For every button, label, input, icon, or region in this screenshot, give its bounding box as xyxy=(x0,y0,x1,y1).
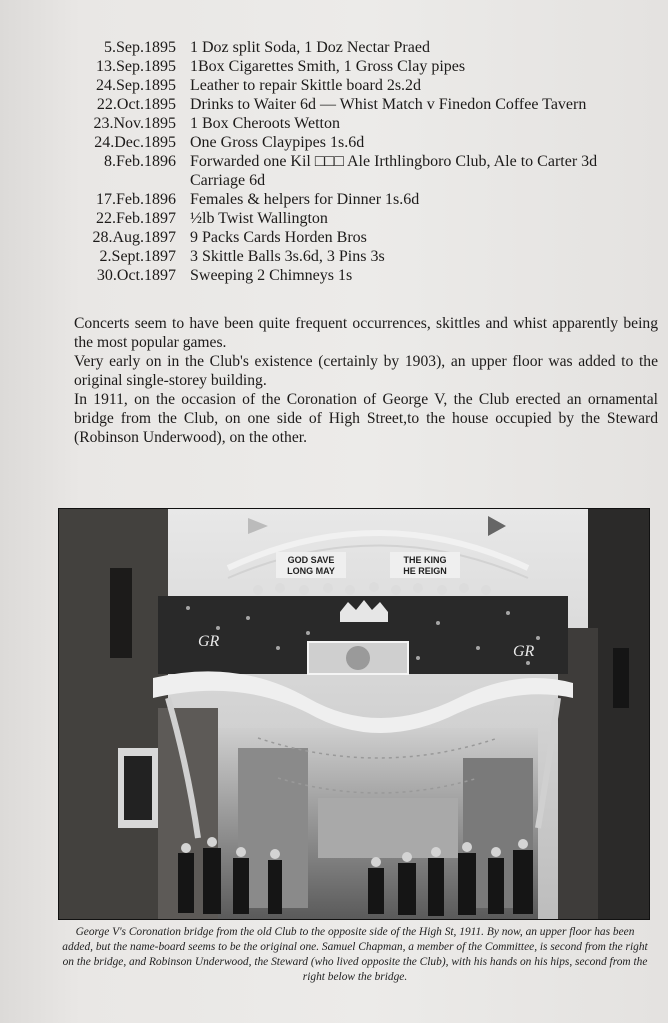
ledger-list xyxy=(40,38,650,285)
ledger-entry: Females & helpers for Dinner 1s.6d xyxy=(190,191,420,208)
photo-illustration xyxy=(58,508,650,920)
ledger-entry: ½lb Twist Wallington xyxy=(190,210,328,227)
ledger-row xyxy=(40,152,650,190)
ledger-entry: Forwarded one Kil □□□ Ale Irthlingboro Club, Ale to Carter 3d Carriage 6d xyxy=(190,153,598,189)
ledger-date: 24.Sep.1895 xyxy=(96,77,176,94)
ledger-entry: Drinks to Waiter 6d — Whist Match v Finedon Coffee Tavern xyxy=(190,96,587,113)
paragraph-concerts: Concerts seem to have been quite frequent occurrences, skittles and whist apparently being the most popular games. xyxy=(74,315,658,351)
monogram-right: GR xyxy=(513,643,535,660)
coronation-bridge-photo xyxy=(58,508,650,920)
ledger-row xyxy=(40,209,650,228)
paragraph-coronation: In 1911, on the occasion of the Coronation of George V, the Club erected an ornamental bridge from the Club, on one side of High Street,to the house occupied by the Steward (Robinson Underwood), on the other. xyxy=(74,391,658,446)
ledger-row xyxy=(40,247,650,266)
ledger-date: 23.Nov.1895 xyxy=(93,115,176,132)
ledger-row xyxy=(40,266,650,285)
ledger-date: 28.Aug.1897 xyxy=(92,229,176,246)
banner-left-text-2: LONG MAY xyxy=(287,566,335,576)
ledger-row xyxy=(40,228,650,247)
banner-left-text: GOD SAVE xyxy=(287,555,335,565)
ledger-entry: Leather to repair Skittle board 2s.2d xyxy=(190,77,422,94)
paragraph-upper-floor: Very early on in the Club's existence (certainly by 1903), an upper floor was added to the original single-storey building. xyxy=(74,353,658,389)
ledger-row xyxy=(40,133,650,152)
ledger-row xyxy=(40,114,650,133)
ledger-entry: 1Box Cigarettes Smith, 1 Gross Clay pipes xyxy=(190,58,466,75)
ledger-date: 5.Sep.1895 xyxy=(104,39,176,56)
ledger-date: 24.Dec.1895 xyxy=(94,134,176,151)
ledger-entry: 1 Box Cheroots Wetton xyxy=(190,115,340,132)
ledger-row xyxy=(40,57,650,76)
ledger-date: 22.Feb.1897 xyxy=(96,210,176,227)
ledger-date: 17.Feb.1896 xyxy=(96,191,176,208)
banner-right-text-2: HE REIGN xyxy=(403,566,447,576)
ledger-row xyxy=(40,38,650,57)
ledger-date: 2.Sept.1897 xyxy=(99,248,176,265)
ledger-date: 13.Sep.1895 xyxy=(96,58,176,75)
ledger-row xyxy=(40,190,650,209)
ledger-row xyxy=(40,95,650,114)
ledger-entry: One Gross Claypipes 1s.6d xyxy=(190,134,365,151)
ledger-entry: 9 Packs Cards Horden Bros xyxy=(190,229,367,246)
ledger-row xyxy=(40,76,650,95)
ledger-entry: 1 Doz split Soda, 1 Doz Nectar Praed xyxy=(190,39,430,56)
ledger-date: 8.Feb.1896 xyxy=(104,153,176,170)
ledger-entry: Sweeping 2 Chimneys 1s xyxy=(190,267,353,284)
ledger-entry: 3 Skittle Balls 3s.6d, 3 Pins 3s xyxy=(190,248,385,265)
photo-caption: George V's Coronation bridge from the old Club to the opposite side of the High St, 1911. By now, an upper floor has been added, but the name-board seems to be the original one. Samuel Chapman, a member of the Committee, is second from the right on the bridge, and Robinson Underwood, the Steward (who lived opposite the Club), with his hands on his hips, second from the right below the bridge. xyxy=(62,926,648,983)
monogram-left: GR xyxy=(198,633,220,650)
ledger-date: 30.Oct.1897 xyxy=(96,267,176,284)
banner-right-text: THE KING xyxy=(403,555,447,565)
ledger-date: 22.Oct.1895 xyxy=(96,96,176,113)
